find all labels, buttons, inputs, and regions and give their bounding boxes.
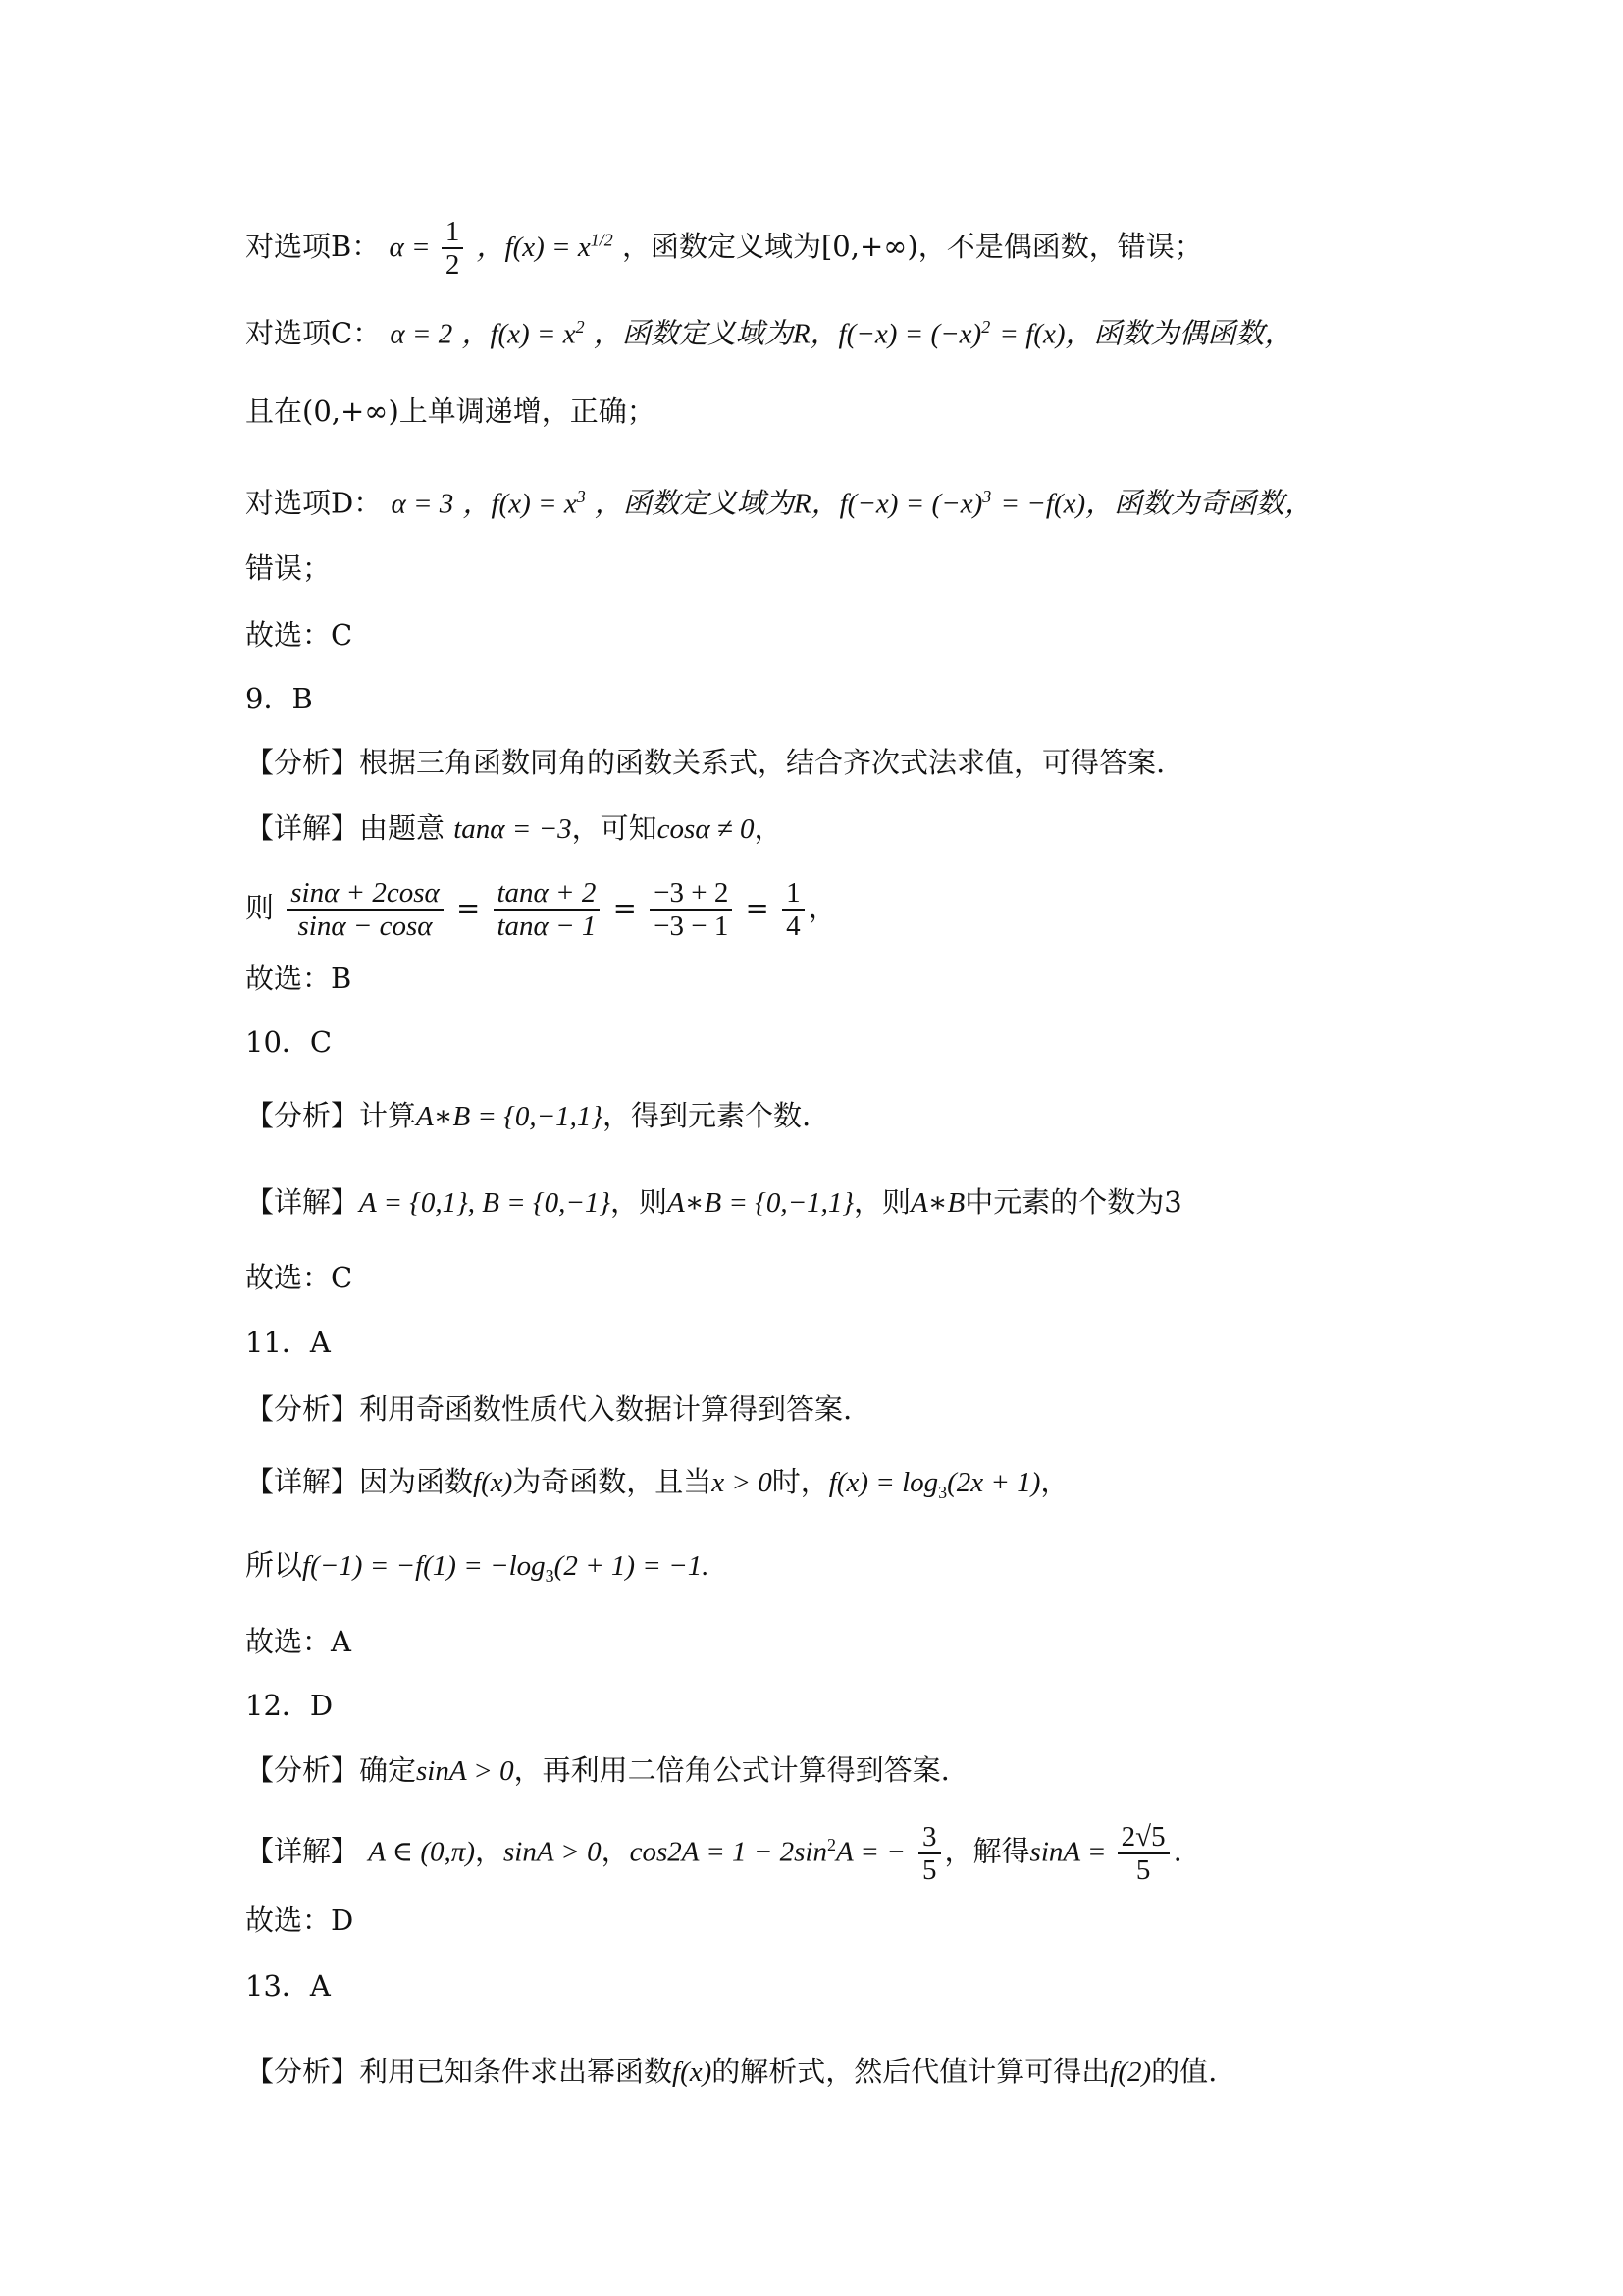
fraction — [918, 1821, 941, 1886]
text-line — [245, 1622, 351, 1661]
math-expr: ，f(x) = x — [462, 488, 577, 520]
numerator: tanα + 2 — [494, 877, 601, 911]
analysis-line — [245, 1750, 950, 1791]
log-base: 3 — [938, 1482, 948, 1502]
math-expr: cos2A = 1 − 2sin — [629, 1836, 827, 1868]
text-segment: ，则 — [610, 1185, 668, 1219]
text-segment: ，可知 — [571, 811, 657, 845]
question-number-label: 13．A — [245, 1969, 331, 2003]
denominator: −3 − 1 — [654, 911, 729, 942]
text-line — [245, 477, 1313, 524]
fraction — [1118, 1821, 1170, 1886]
answer-line: 故选：B — [245, 962, 352, 995]
math-expr: A = − — [835, 1836, 906, 1868]
answer-line: 故选：D — [245, 1904, 354, 1937]
text-segment: 的解析式，然后代值计算可得出 — [711, 2055, 1111, 2088]
numerator: sinα + 2cosα — [287, 877, 444, 911]
math-expr: ，f(x) = x — [461, 318, 576, 350]
denominator: tanα − 1 — [497, 911, 597, 942]
question-number-label: 10．C — [245, 1025, 333, 1059]
detail-line — [245, 1815, 1182, 1886]
question-number — [245, 1966, 331, 2006]
text-segment: ， — [754, 811, 783, 845]
fraction — [494, 877, 601, 942]
detail-label: 【详解】因为函数 — [245, 1465, 474, 1498]
question-number-label: 11．A — [245, 1326, 331, 1359]
question-number — [245, 1022, 332, 1062]
math-expr: sinA > 0 — [503, 1836, 602, 1868]
line-label: 对选项B： — [245, 230, 381, 263]
question-number-label: 12．D — [245, 1689, 334, 1722]
analysis-text: 【分析】根据三角函数同角的函数关系式，结合齐次式法求值，可得答案. — [245, 746, 1166, 779]
text-segment: 所以 — [245, 1548, 303, 1582]
math-expr: ，函数定义域为R，f(−x) = (−x) — [593, 318, 982, 350]
text-segment: ，则 — [854, 1185, 912, 1219]
text-segment: ， — [808, 891, 837, 924]
math-expr: f(x) = log — [828, 1467, 939, 1498]
math-expr: A∗B = {0,−1,1} — [667, 1187, 855, 1219]
equals: = — [736, 891, 779, 924]
fraction — [782, 877, 805, 942]
exponent: 1/2 — [590, 230, 613, 250]
text-segment: 则 — [245, 891, 275, 924]
denominator: 4 — [786, 911, 801, 942]
exponent: 2 — [575, 317, 585, 337]
analysis-label: 【分析】计算 — [245, 1099, 417, 1132]
text-segment: ， — [474, 1834, 503, 1868]
text-line — [245, 548, 331, 588]
analysis-label: 【分析】利用已知条件求出幂函数 — [245, 2055, 673, 2088]
analysis-line — [245, 1096, 811, 1136]
text-line — [245, 1545, 708, 1595]
answer-line: 故选：A — [245, 1625, 351, 1658]
analysis-text: 【分析】利用奇函数性质代入数据计算得到答案. — [245, 1392, 853, 1426]
answer-line: 故选：C — [245, 618, 353, 652]
math-expr: A∗B — [911, 1187, 966, 1219]
log-base: 3 — [545, 1565, 554, 1586]
math-expr: α = 2 — [390, 318, 453, 350]
text-line — [245, 391, 655, 431]
detail-line — [245, 809, 782, 849]
math-expr: = f(x)，函数为偶函数， — [999, 318, 1293, 350]
text-segment: . — [1173, 1834, 1182, 1868]
exponent: 2 — [826, 1835, 836, 1854]
detail-label: 【详解】 — [245, 1185, 360, 1219]
math-expr: sinA = — [1029, 1836, 1114, 1868]
equals: = — [446, 891, 490, 924]
detail-line — [245, 1462, 1069, 1512]
fraction — [287, 877, 444, 942]
denominator: sinα − cosα — [297, 911, 433, 942]
math-expr: x > 0 — [711, 1467, 772, 1498]
exponent: 3 — [576, 487, 586, 506]
line-label: 对选项D： — [245, 486, 383, 520]
math-expr: f(x) — [672, 2057, 712, 2088]
text-line — [245, 307, 1293, 354]
text-segment: ，再利用二倍角公式计算得到答案. — [513, 1753, 950, 1787]
analysis-line — [245, 743, 1165, 782]
text-segment: 中元素的个数为3 — [965, 1185, 1182, 1219]
text-segment: ，解得 — [944, 1834, 1030, 1868]
text-segment: 且在(0,+∞)上单调递增，正确； — [245, 394, 655, 428]
fraction — [650, 877, 732, 942]
question-number — [245, 1686, 333, 1725]
answer-line: 故选：C — [245, 1261, 353, 1294]
math-expr: A = {0,1}, B = {0,−1} — [359, 1187, 611, 1219]
denominator: 5 — [1135, 1853, 1151, 1886]
text-line — [245, 216, 1203, 281]
line-label: 对选项C： — [245, 316, 382, 350]
numerator: 1 — [442, 216, 464, 249]
equation-line — [245, 873, 837, 942]
question-number-label: 9．B — [245, 682, 313, 715]
numerator: −3 + 2 — [650, 877, 732, 911]
math-expr: ，函数定义域为R，f(−x) = (−x) — [594, 488, 983, 520]
text-segment: 错误； — [245, 551, 332, 585]
math-expr: f(x) — [473, 1467, 513, 1498]
math-expr: ，f(x) = x — [476, 232, 591, 263]
math-expr: A ∈ (0,π) — [368, 1836, 475, 1868]
text-segment: 为奇函数，且当 — [512, 1465, 712, 1498]
analysis-line — [245, 1389, 852, 1429]
math-expr: (2 + 1) = −1. — [553, 1550, 709, 1582]
text-segment: ，得到元素个数. — [602, 1099, 812, 1132]
text-line — [245, 1901, 353, 1940]
math-expr: A∗B = {0,−1,1} — [416, 1101, 602, 1132]
exponent: 2 — [981, 317, 991, 337]
text-line — [245, 1258, 352, 1297]
text-line — [245, 959, 351, 998]
text-segment: ， — [601, 1834, 630, 1868]
question-number — [245, 1323, 331, 1362]
text-segment: ，函数定义域为[0,+∞)，不是偶函数，错误； — [621, 230, 1203, 263]
numerator: 2√5 — [1118, 1821, 1170, 1854]
math-expr: (2x + 1) — [947, 1467, 1041, 1498]
numerator: 1 — [782, 877, 805, 911]
math-expr: α = — [389, 232, 438, 263]
denominator: 2 — [445, 249, 460, 281]
question-number — [245, 679, 313, 718]
equals: = — [603, 891, 647, 924]
math-expr: tanα = −3 — [453, 813, 572, 845]
analysis-line — [245, 2052, 1217, 2092]
denominator: 5 — [922, 1853, 937, 1886]
text-line — [245, 615, 352, 654]
numerator: 3 — [918, 1821, 941, 1854]
text-segment: 的值. — [1151, 2055, 1218, 2088]
math-expr: f(2) — [1110, 2057, 1152, 2088]
math-expr: cosα ≠ 0 — [656, 813, 755, 845]
detail-label: 【详解】 — [245, 1834, 360, 1868]
math-expr: α = 3 — [391, 488, 454, 520]
math-expr: f(−1) = −f(1) = −log — [302, 1550, 546, 1582]
fraction — [442, 216, 464, 281]
detail-line — [245, 1182, 1182, 1223]
text-segment: ， — [1040, 1465, 1070, 1498]
text-segment: 时， — [771, 1465, 829, 1498]
exponent: 3 — [982, 487, 992, 506]
analysis-label: 【分析】确定 — [245, 1753, 417, 1787]
math-expr: = −f(x)，函数为奇函数， — [1000, 488, 1314, 520]
detail-label: 【详解】由题意 — [245, 811, 445, 845]
math-expr: sinA > 0 — [416, 1755, 514, 1787]
